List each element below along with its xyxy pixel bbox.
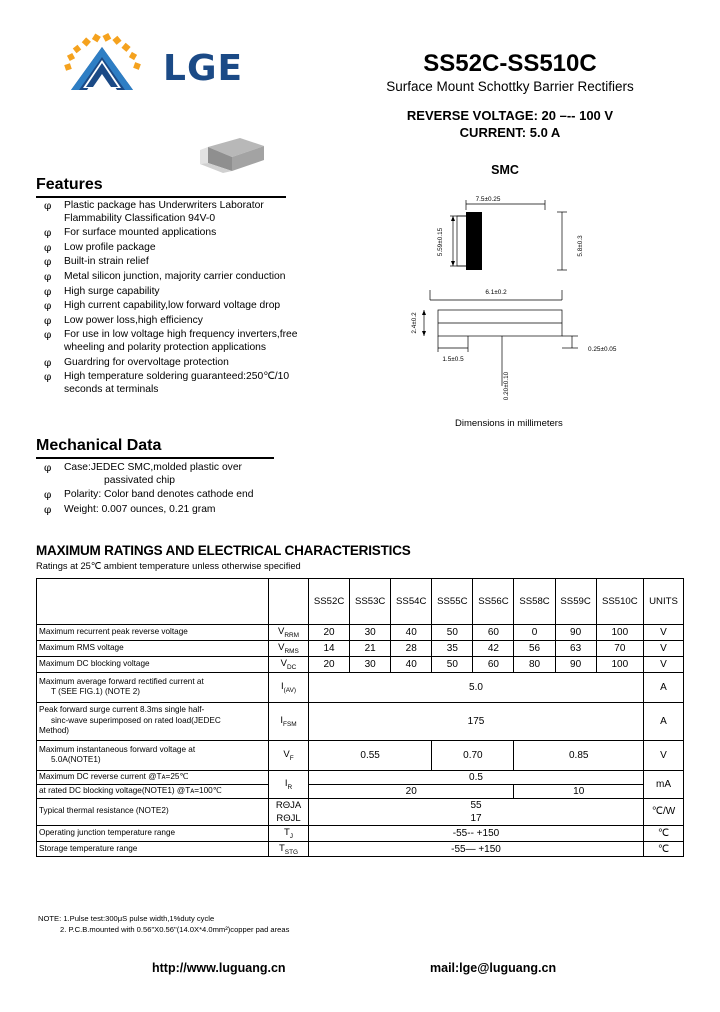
table-row <box>37 702 684 740</box>
ratings-table <box>36 578 684 857</box>
row-symbol: $T_{STG}$ <box>269 841 309 857</box>
row-parameter: Maximum DC blocking voltage <box>37 656 269 672</box>
ratings-subheading: Ratings at 25℃ ambient temperature unless otherwise specified <box>36 561 301 571</box>
list-item-text <box>64 242 336 255</box>
list-item <box>36 371 336 396</box>
package-type-label: SMC <box>491 163 519 177</box>
row-parameter: Maximum DC reverse current @Tᴀ=25℃ <box>37 770 269 784</box>
row-parameter <box>37 740 269 770</box>
dim-lead-thickness: 0.25±0.05 <box>588 346 617 353</box>
table-row <box>37 740 684 770</box>
package-dimension-drawing <box>410 190 700 435</box>
list-item <box>36 227 336 240</box>
cell-value: 20 <box>309 625 350 641</box>
list-item-text <box>64 286 336 299</box>
table-row <box>37 825 684 841</box>
row-symbol: $T_J$ <box>269 825 309 841</box>
list-item-text <box>64 227 336 240</box>
cell-value: 56 <box>514 640 555 656</box>
list-item-line: Metal silicon junction, majority carrier conduction <box>64 270 286 282</box>
cell-value: 63 <box>555 640 596 656</box>
header-col-3: SS55C <box>432 579 473 625</box>
bullet-icon: φ <box>44 503 52 516</box>
list-item <box>36 504 336 517</box>
row-units: ℃ <box>644 825 684 841</box>
row-parameter-line2: 5.0A(NOTE1) <box>51 755 101 765</box>
cell-value: 40 <box>391 625 432 641</box>
list-item-text <box>64 271 336 284</box>
list-item <box>36 462 336 487</box>
table-row <box>37 672 684 702</box>
list-item-line: Guardring for overvoltage protection <box>64 356 229 368</box>
cell-value: 100 <box>596 625 643 641</box>
list-item-line: High surge capability <box>64 285 160 297</box>
list-item-line: Plastic package has Underwriters Laborator <box>64 200 264 211</box>
mechanical-rule <box>36 457 274 459</box>
header-parameter <box>37 579 269 625</box>
list-item-line: Built-in strain relief <box>64 256 149 268</box>
cell-value: 21 <box>350 640 391 656</box>
header-col-6: SS59C <box>555 579 596 625</box>
note-line-1: NOTE: 1.Pulse test:300μS pulse width,1%duty cycle <box>38 914 215 923</box>
cell-value: 90 <box>555 656 596 672</box>
list-item-continuation: Flammability Classification 94V-0 <box>64 212 216 224</box>
row-parameter <box>37 702 269 740</box>
row-parameter-line2: sinc-wave superimposed on rated load(JEDEC <box>51 715 221 725</box>
row-units: V <box>644 656 684 672</box>
list-item-line: Case:JEDEC SMC,molded plastic over <box>64 462 242 473</box>
list-item-continuation: wheeling and polarity protection applications <box>64 341 267 353</box>
row-parameter: Typical thermal resistance (NOTE2) <box>37 798 269 825</box>
cell-value-group: 10 <box>514 784 644 798</box>
row-parameter-line1: Maximum average forward rectified current at <box>39 676 204 686</box>
row-symbol: $V_F$ <box>269 740 309 770</box>
cell-value: 80 <box>514 656 555 672</box>
table-notes <box>38 913 289 935</box>
list-item-text <box>64 462 336 487</box>
list-item-text <box>64 371 336 396</box>
table-row <box>37 784 684 798</box>
table-row <box>37 640 684 656</box>
row-units: ℃ <box>644 841 684 857</box>
cell-value: 60 <box>473 625 514 641</box>
page-subtitle: Surface Mount Schottky Barrier Rectifiers <box>386 79 634 94</box>
page-title: SS52C-SS510C <box>423 50 597 77</box>
cell-value-span: -55-- +150 <box>309 825 644 841</box>
list-item-line: Low profile package <box>64 241 156 253</box>
dim-right-height: 5.8±0.3 <box>577 235 584 257</box>
dim-front-height: 2.4±0.2 <box>411 312 418 334</box>
features-rule <box>36 196 286 198</box>
table-row <box>37 625 684 641</box>
cell-value: 90 <box>555 625 596 641</box>
cell-value-span: 175 <box>309 702 644 740</box>
cell-value: 100 <box>596 656 643 672</box>
cell-value: 50 <box>432 656 473 672</box>
cell-value: 14 <box>309 640 350 656</box>
footer-email-link[interactable]: mail:lge@luguang.cn <box>430 961 557 975</box>
list-item-line: Polarity: Color band denotes cathode end <box>64 489 254 501</box>
row-units: A <box>644 702 684 740</box>
current-spec: CURRENT: 5.0 A <box>459 125 561 140</box>
list-item-line: High temperature soldering guaranteed:250℃/10 <box>64 371 290 383</box>
bullet-icon: φ <box>44 256 52 269</box>
row-symbol: $V_{RRM}$ <box>269 625 309 641</box>
bullet-icon: φ <box>44 329 52 342</box>
row-units: V <box>644 625 684 641</box>
list-item <box>36 271 336 284</box>
note-line-2: 2. P.C.B.mounted with 0.56"X0.56"(14.0X*4.0mm²)copper pad areas <box>60 925 290 934</box>
cell-value: 50 <box>432 625 473 641</box>
bullet-icon: φ <box>44 285 52 298</box>
list-item <box>36 242 336 255</box>
lge-mountain-logo-icon <box>55 30 160 92</box>
row-units: V <box>644 740 684 770</box>
list-item-text <box>64 357 336 370</box>
features-list <box>36 200 336 398</box>
cell-value: 60 <box>473 656 514 672</box>
cell-value: 42 <box>473 640 514 656</box>
row-symbol: $V_{RMS}$ <box>269 640 309 656</box>
row-parameter-line1: Peak forward surge current 8.3ms single half- <box>39 705 205 715</box>
header-col-5: SS58C <box>514 579 555 625</box>
row-symbol: $V_{DC}$ <box>269 656 309 672</box>
footer-website-link[interactable]: http://www.luguang.cn <box>152 961 286 975</box>
list-item-continuation: seconds at terminals <box>64 383 159 395</box>
list-item-line: High current capability,low forward voltage drop <box>64 300 281 312</box>
row-parameter: Maximum RMS voltage <box>37 640 269 656</box>
row-parameter: Operating junction temperature range <box>37 825 269 841</box>
row-symbol: $I_{(AV)}$ <box>269 672 309 702</box>
bullet-icon: φ <box>44 462 52 474</box>
list-item-line: For surface mounted applications <box>64 227 217 239</box>
list-item-text <box>64 256 336 269</box>
row-parameter: Storage temperature range <box>37 841 269 857</box>
bullet-icon: φ <box>44 371 52 384</box>
bullet-icon: φ <box>44 200 52 212</box>
header-col-2: SS54C <box>391 579 432 625</box>
table-header-row <box>37 579 684 625</box>
row-symbol: $I_R$ <box>269 770 309 798</box>
table-row <box>37 798 684 812</box>
list-item-indent: passivated chip <box>104 474 175 486</box>
list-item-line: For use in low voltage high frequency inverters,free <box>64 329 298 341</box>
list-item-text <box>64 504 336 517</box>
bullet-icon: φ <box>44 270 52 283</box>
logo-wordmark: LGE <box>163 48 244 89</box>
table-row <box>37 841 684 857</box>
list-item <box>36 200 336 225</box>
list-item <box>36 357 336 370</box>
cell-value: 40 <box>391 656 432 672</box>
ratings-heading: MAXIMUM RATINGS AND ELECTRICAL CHARACTERISTICS <box>36 543 411 558</box>
dim-foot: 0.20±0.10 <box>503 371 510 401</box>
list-item <box>36 300 336 313</box>
cell-value: 70 <box>596 640 643 656</box>
bullet-icon: φ <box>44 227 52 240</box>
cell-value-bottom: 17 <box>309 812 644 826</box>
header-units: UNITS <box>644 579 684 625</box>
cell-value: 28 <box>391 640 432 656</box>
bullet-icon: φ <box>44 300 52 313</box>
smc-package-photo <box>196 133 268 177</box>
cell-value-group: 20 <box>309 784 514 798</box>
list-item-line: Weight: 0.007 ounces, 0.21 gram <box>64 503 216 515</box>
list-item <box>36 329 336 354</box>
list-item <box>36 286 336 299</box>
cell-value-group: 0.70 <box>432 740 514 770</box>
header-col-7: SS510C <box>596 579 643 625</box>
header-col-4: SS56C <box>473 579 514 625</box>
table-row <box>37 656 684 672</box>
cell-value: 30 <box>350 625 391 641</box>
list-item <box>36 489 336 502</box>
company-logo <box>55 30 305 100</box>
cell-value: 0 <box>514 625 555 641</box>
bullet-icon: φ <box>44 489 52 502</box>
table-row <box>37 770 684 784</box>
list-item-text <box>64 200 336 225</box>
dim-top-width: 7.5±0.25 <box>475 196 501 203</box>
row-symbol-top: RΘJA <box>269 798 309 812</box>
cell-value-span: -55— +150 <box>309 841 644 857</box>
row-units: mA <box>644 770 684 798</box>
row-parameter-line2: T (SEE FIG.1) (NOTE 2) <box>51 687 141 697</box>
row-parameter: Maximum recurrent peak reverse voltage <box>37 625 269 641</box>
row-symbol-bottom: RΘJL <box>269 812 309 826</box>
row-parameter-line3: Method) <box>39 726 70 736</box>
dim-lead-length: 1.5±0.5 <box>442 356 464 363</box>
reverse-voltage-spec: REVERSE VOLTAGE: 20 –-- 100 V <box>406 108 614 123</box>
dim-top-height: 5.59±0.15 <box>437 227 444 257</box>
dim-front-width: 6.1±0.2 <box>485 289 507 296</box>
header-col-0: SS52C <box>309 579 350 625</box>
bullet-icon: φ <box>44 356 52 369</box>
row-parameter <box>37 672 269 702</box>
row-symbol: $I_{FSM}$ <box>269 702 309 740</box>
header-col-1: SS53C <box>350 579 391 625</box>
list-item-text <box>64 329 336 354</box>
row-units: ℃/W <box>644 798 684 825</box>
list-item-text <box>64 315 336 328</box>
list-item <box>36 315 336 328</box>
row-parameter: at rated DC blocking voltage(NOTE1) @Tᴀ=100℃ <box>37 784 269 798</box>
bullet-icon: φ <box>44 314 52 327</box>
features-heading: Features <box>36 176 103 193</box>
row-parameter-line1: Maximum instantaneous forward voltage at <box>39 744 196 754</box>
row-units: V <box>644 640 684 656</box>
list-item-text <box>64 489 336 502</box>
cell-value: 20 <box>309 656 350 672</box>
cell-value-group: 0.55 <box>309 740 432 770</box>
cell-value: 35 <box>432 640 473 656</box>
cell-value-group: 0.85 <box>514 740 644 770</box>
mechanical-list <box>36 462 336 518</box>
cell-value-span: 5.0 <box>309 672 644 702</box>
cell-value-top: 55 <box>309 798 644 812</box>
list-item-line: Low power loss,high efficiency <box>64 314 203 326</box>
header-symbol <box>269 579 309 625</box>
row-units: A <box>644 672 684 702</box>
list-item <box>36 256 336 269</box>
list-item-text <box>64 300 336 313</box>
mechanical-heading: Mechanical Data <box>36 437 162 454</box>
cell-value: 30 <box>350 656 391 672</box>
dimension-caption: Dimensions in millimeters <box>455 418 563 429</box>
bullet-icon: φ <box>44 241 52 254</box>
cell-value-span: 0.5 <box>309 770 644 784</box>
